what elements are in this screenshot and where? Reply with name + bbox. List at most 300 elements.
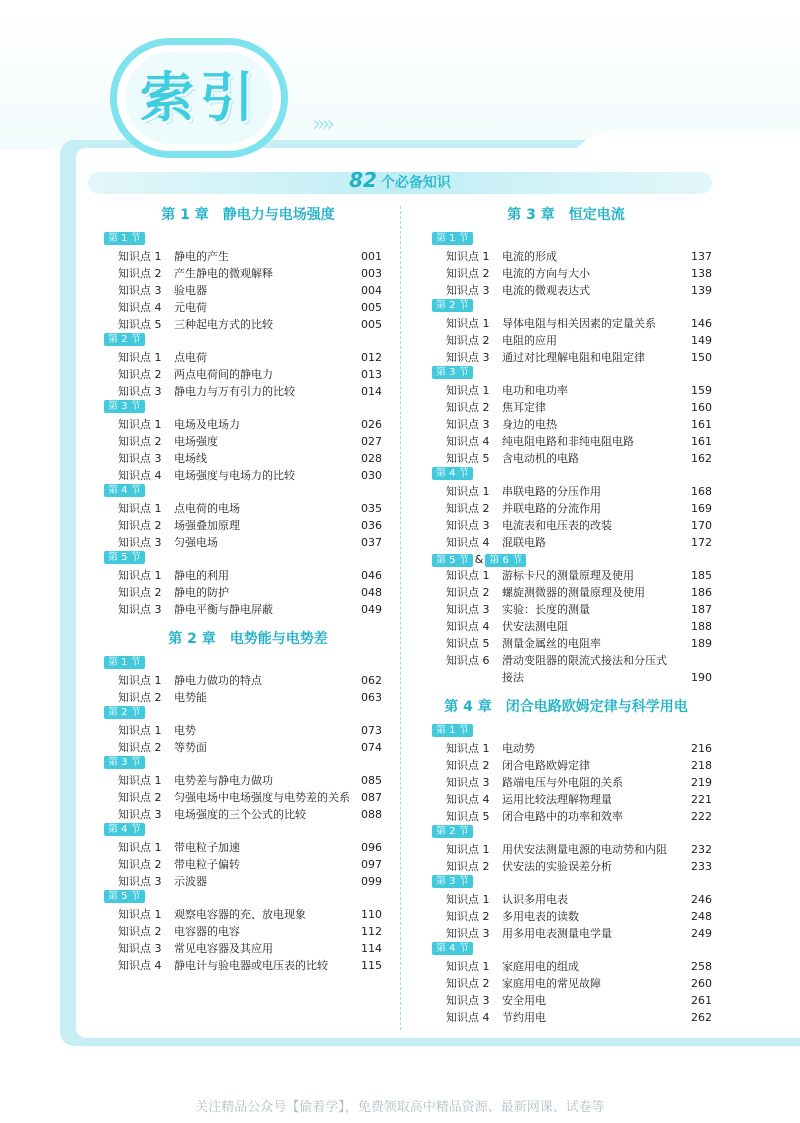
chapter-heading xyxy=(426,204,706,226)
point-label-text: 知识点 xyxy=(118,942,151,955)
point-label xyxy=(118,316,162,333)
entry-title: 电流的方向与大小 xyxy=(502,267,590,280)
index-entry[interactable] xyxy=(446,399,712,416)
index-entry[interactable] xyxy=(446,925,712,942)
point-label-text: 知识点 xyxy=(118,385,151,398)
entry-title: 滑动变阻器的限流式接法和分压式 xyxy=(502,654,667,667)
point-label-text: 知识点 xyxy=(118,774,151,787)
point-label xyxy=(118,906,162,923)
entry-title: 家庭用电的常见故障 xyxy=(502,977,601,990)
point-label-text: 知识点 xyxy=(446,654,479,667)
index-entry[interactable] xyxy=(446,808,712,825)
entry-title: 静电的利用 xyxy=(174,569,229,582)
point-number: 3 xyxy=(154,536,162,549)
point-number: 2 xyxy=(482,334,490,347)
index-entry[interactable] xyxy=(446,992,712,1009)
entry-title: 电流表和电压表的改装 xyxy=(502,519,612,532)
entry-title: 静电平衡与静电屏蔽 xyxy=(174,603,273,616)
index-entry[interactable] xyxy=(118,433,382,450)
index-entry[interactable] xyxy=(118,789,382,806)
index-entry[interactable] xyxy=(118,517,382,534)
point-label-text: 知识点 xyxy=(118,569,151,582)
point-number: 2 xyxy=(154,925,162,938)
index-entry[interactable] xyxy=(446,534,712,551)
entry-title: 认识多用电表 xyxy=(502,893,568,906)
page-number: 219 xyxy=(691,776,712,789)
page-number: 005 xyxy=(361,318,382,331)
index-entry[interactable] xyxy=(446,891,712,908)
index-entry[interactable] xyxy=(118,467,382,484)
entry-title: 电场强度 xyxy=(174,435,218,448)
point-number: 2 xyxy=(482,586,490,599)
index-entry[interactable] xyxy=(118,839,382,856)
point-label-text: 知识点 xyxy=(118,875,151,888)
entry-title: 静电力做功的特点 xyxy=(174,674,262,687)
entry-title: 螺旋测微器的测量原理及使用 xyxy=(502,586,645,599)
index-entry[interactable] xyxy=(118,316,382,333)
chapter-title: 恒定电流 xyxy=(568,207,625,223)
point-label-text: 知识点 xyxy=(118,808,151,821)
point-number: 1 xyxy=(482,317,490,330)
summary-banner-text xyxy=(88,168,712,192)
entry-title: 电功和电功率 xyxy=(502,384,568,397)
page-number: 074 xyxy=(361,741,382,754)
section-tag: 第 5 节 xyxy=(432,554,473,567)
page-number: 013 xyxy=(361,368,382,381)
point-label-text: 知识点 xyxy=(446,603,479,616)
point-number: 5 xyxy=(154,318,162,331)
entry-title: 多用电表的读数 xyxy=(502,910,579,923)
index-entry[interactable] xyxy=(118,873,382,890)
chapter-number: 第 3 章 xyxy=(507,207,555,223)
entry-title: 身边的电热 xyxy=(502,418,557,431)
point-label-text: 知识点 xyxy=(446,418,479,431)
point-number: 1 xyxy=(154,250,162,263)
point-label-text: 知识点 xyxy=(118,267,151,280)
point-label xyxy=(446,791,490,808)
page-number: 186 xyxy=(691,586,712,599)
index-entry[interactable] xyxy=(446,908,712,925)
point-label xyxy=(118,856,162,873)
index-entry[interactable] xyxy=(446,450,712,467)
point-number: 4 xyxy=(154,469,162,482)
point-label-text: 知识点 xyxy=(446,284,479,297)
index-entry[interactable] xyxy=(118,957,382,974)
index-entry[interactable] xyxy=(446,282,712,299)
entry-title: 带电粒子加速 xyxy=(174,841,240,854)
entry-title: 等势面 xyxy=(174,741,207,754)
point-label xyxy=(446,500,490,517)
point-label xyxy=(118,789,162,806)
point-label xyxy=(118,467,162,484)
entry-title: 伏安法的实验误差分析 xyxy=(502,860,612,873)
point-number: 4 xyxy=(482,435,490,448)
page-number: 189 xyxy=(691,637,712,650)
point-number: 3 xyxy=(154,603,162,616)
chapter-title: 静电力与电场强度 xyxy=(222,207,335,223)
index-entry[interactable] xyxy=(446,774,712,791)
point-label-text: 知识点 xyxy=(446,810,479,823)
entry-title: 闭合电路中的功率和效率 xyxy=(502,810,623,823)
chapter-heading xyxy=(108,204,388,226)
section-tag: 第 3 节 xyxy=(104,756,145,769)
index-entry[interactable] xyxy=(118,584,382,601)
entry-title: 游标卡尺的测量原理及使用 xyxy=(502,569,634,582)
point-label xyxy=(118,722,162,739)
point-label xyxy=(118,601,162,618)
index-entry[interactable] xyxy=(446,349,712,366)
page-number: 027 xyxy=(361,435,382,448)
point-number: 1 xyxy=(482,742,490,755)
point-number: 3 xyxy=(154,385,162,398)
entry-title: 验电器 xyxy=(174,284,207,297)
index-entry[interactable] xyxy=(118,248,382,265)
point-number: 6 xyxy=(482,654,490,667)
entry-title: 场强叠加原理 xyxy=(174,519,240,532)
point-number: 1 xyxy=(154,418,162,431)
point-label xyxy=(446,925,490,942)
entry-title: 测量金属丝的电阻率 xyxy=(502,637,601,650)
point-number: 1 xyxy=(482,250,490,263)
page-number: 014 xyxy=(361,385,382,398)
page-number: 046 xyxy=(361,569,382,582)
page-number: 221 xyxy=(691,793,712,806)
entry-title: 电势 xyxy=(174,724,196,737)
index-entry[interactable] xyxy=(446,248,712,265)
point-number: 4 xyxy=(154,959,162,972)
point-label xyxy=(446,433,490,450)
point-number: 1 xyxy=(154,674,162,687)
point-number: 1 xyxy=(154,774,162,787)
page-number: 190 xyxy=(691,671,712,684)
point-label xyxy=(446,618,490,635)
chapter-number: 第 2 章 xyxy=(168,631,216,647)
point-label-text: 知识点 xyxy=(118,301,151,314)
chapter-number: 第 4 章 xyxy=(444,699,492,715)
point-number: 3 xyxy=(482,994,490,1007)
index-entry-continuation[interactable] xyxy=(446,669,712,686)
index-entry[interactable] xyxy=(118,601,382,618)
index-entry[interactable] xyxy=(118,672,382,689)
point-label xyxy=(446,808,490,825)
page-number: 188 xyxy=(691,620,712,633)
point-label xyxy=(446,858,490,875)
index-entry[interactable] xyxy=(118,500,382,517)
index-entry[interactable] xyxy=(446,841,712,858)
page-number: 087 xyxy=(361,791,382,804)
page-number: 232 xyxy=(691,843,712,856)
point-number: 2 xyxy=(154,267,162,280)
page-number: 168 xyxy=(691,485,712,498)
point-number: 5 xyxy=(482,637,490,650)
point-label xyxy=(118,366,162,383)
section-ampersand: & xyxy=(474,553,484,566)
section-tag: 第 2 节 xyxy=(432,825,473,838)
point-label xyxy=(118,450,162,467)
point-label-text: 知识点 xyxy=(446,351,479,364)
point-label xyxy=(118,282,162,299)
entry-title: 并联电路的分流作用 xyxy=(502,502,601,515)
index-entry[interactable] xyxy=(446,975,712,992)
page-number: 001 xyxy=(361,250,382,263)
point-label-text: 知识点 xyxy=(446,620,479,633)
point-label-text: 知识点 xyxy=(118,741,151,754)
point-number: 1 xyxy=(482,485,490,498)
point-label-text: 知识点 xyxy=(446,759,479,772)
point-label-text: 知识点 xyxy=(446,910,479,923)
point-label-text: 知识点 xyxy=(118,858,151,871)
point-label-text: 知识点 xyxy=(446,452,479,465)
index-entry[interactable] xyxy=(446,433,712,450)
point-number: 5 xyxy=(482,452,490,465)
entry-title: 元电荷 xyxy=(174,301,207,314)
chapter-title: 闭合电路欧姆定律与科学用电 xyxy=(505,699,688,715)
point-number: 3 xyxy=(154,452,162,465)
point-number: 2 xyxy=(482,860,490,873)
entry-title: 示波器 xyxy=(174,875,207,888)
index-entry[interactable] xyxy=(446,618,712,635)
section-tag: 第 1 节 xyxy=(104,232,145,245)
index-entry[interactable] xyxy=(446,265,712,282)
point-label-text: 知识点 xyxy=(118,908,151,921)
point-label xyxy=(118,584,162,601)
page-number: 115 xyxy=(361,959,382,972)
point-number: 3 xyxy=(482,603,490,616)
entry-title: 路端电压与外电阻的关系 xyxy=(502,776,623,789)
point-label-text: 知识点 xyxy=(118,418,151,431)
entry-title: 静电的防护 xyxy=(174,586,229,599)
entry-title: 电流的微观表达式 xyxy=(502,284,590,297)
point-number: 1 xyxy=(154,724,162,737)
index-entry[interactable] xyxy=(446,791,712,808)
index-entry[interactable] xyxy=(446,740,712,757)
index-entry[interactable] xyxy=(446,757,712,774)
index-entry[interactable] xyxy=(118,923,382,940)
point-label xyxy=(446,517,490,534)
entry-title: 混联电路 xyxy=(502,536,546,549)
entry-title: 电场强度与电场力的比较 xyxy=(174,469,295,482)
point-label xyxy=(446,584,490,601)
index-entry[interactable] xyxy=(446,635,712,652)
point-label xyxy=(118,349,162,366)
section-tag: 第 4 节 xyxy=(432,467,473,480)
point-label-text: 知识点 xyxy=(446,793,479,806)
index-entry[interactable] xyxy=(118,856,382,873)
index-entry[interactable] xyxy=(446,483,712,500)
point-label-text: 知识点 xyxy=(446,960,479,973)
section-tag: 第 1 节 xyxy=(104,656,145,669)
point-label xyxy=(446,1009,490,1026)
entry-title: 电容器的电容 xyxy=(174,925,240,938)
index-entry[interactable] xyxy=(118,940,382,957)
point-number: 3 xyxy=(482,418,490,431)
index-entry[interactable] xyxy=(446,500,712,517)
point-label xyxy=(446,282,490,299)
page-number: 049 xyxy=(361,603,382,616)
point-label xyxy=(446,841,490,858)
entry-title: 电动势 xyxy=(502,742,535,755)
index-entry[interactable] xyxy=(118,282,382,299)
point-label-text: 知识点 xyxy=(446,536,479,549)
index-entry[interactable] xyxy=(118,349,382,366)
point-label xyxy=(118,940,162,957)
index-entry[interactable] xyxy=(118,534,382,551)
point-label-text: 知识点 xyxy=(118,502,151,515)
point-number: 3 xyxy=(482,776,490,789)
page-number: 146 xyxy=(691,317,712,330)
index-entry[interactable] xyxy=(118,299,382,316)
index-entry[interactable] xyxy=(118,739,382,756)
entry-title: 匀强电场中电场强度与电势差的关系 xyxy=(174,791,350,804)
point-label xyxy=(446,450,490,467)
index-entry[interactable] xyxy=(446,958,712,975)
index-entry[interactable] xyxy=(446,382,712,399)
point-number: 5 xyxy=(482,810,490,823)
point-label xyxy=(118,248,162,265)
section-tag: 第 3 节 xyxy=(104,400,145,413)
index-entry[interactable] xyxy=(446,1009,712,1026)
point-label xyxy=(118,689,162,706)
entry-title: 导体电阻与相关因素的定量关系 xyxy=(502,317,656,330)
index-entry[interactable] xyxy=(118,689,382,706)
page-number: 172 xyxy=(691,536,712,549)
entry-title: 带电粒子偏转 xyxy=(174,858,240,871)
point-number: 4 xyxy=(482,536,490,549)
index-entry[interactable] xyxy=(446,315,712,332)
point-label xyxy=(118,806,162,823)
page-number: 097 xyxy=(361,858,382,871)
point-label-text: 知识点 xyxy=(118,284,151,297)
point-label xyxy=(446,332,490,349)
index-entry[interactable] xyxy=(118,906,382,923)
entry-title: 家庭用电的组成 xyxy=(502,960,579,973)
page-number: 160 xyxy=(691,401,712,414)
point-label-text: 知识点 xyxy=(446,485,479,498)
entry-title: 焦耳定律 xyxy=(502,401,546,414)
point-label-text: 知识点 xyxy=(118,368,151,381)
point-label xyxy=(446,958,490,975)
page-number: 170 xyxy=(691,519,712,532)
point-label-text: 知识点 xyxy=(118,959,151,972)
entry-title: 节约用电 xyxy=(502,1011,546,1024)
index-entry[interactable] xyxy=(118,722,382,739)
point-label xyxy=(118,839,162,856)
section-tag: 第 2 节 xyxy=(432,299,473,312)
index-entry[interactable] xyxy=(118,383,382,400)
point-number: 2 xyxy=(154,741,162,754)
page-number: 037 xyxy=(361,536,382,549)
page-number: 137 xyxy=(691,250,712,263)
page-number: 261 xyxy=(691,994,712,1007)
page-number: 187 xyxy=(691,603,712,616)
point-label-text: 知识点 xyxy=(118,925,151,938)
point-label xyxy=(446,774,490,791)
point-label-text: 知识点 xyxy=(118,603,151,616)
index-entry[interactable] xyxy=(118,366,382,383)
entry-title: 电场强度的三个公式的比较 xyxy=(174,808,306,821)
index-entry[interactable] xyxy=(118,772,382,789)
page-number: 169 xyxy=(691,502,712,515)
index-entry[interactable] xyxy=(446,584,712,601)
page-number: 012 xyxy=(361,351,382,364)
point-number: 2 xyxy=(482,759,490,772)
index-entry[interactable] xyxy=(446,601,712,618)
entry-title: 闭合电路欧姆定律 xyxy=(502,759,590,772)
point-label xyxy=(446,652,490,669)
index-entry[interactable] xyxy=(118,567,382,584)
point-number: 2 xyxy=(482,977,490,990)
index-entry[interactable] xyxy=(446,416,712,433)
knowledge-count: 82 xyxy=(349,168,377,192)
point-label-text: 知识点 xyxy=(446,637,479,650)
page-number: 246 xyxy=(691,893,712,906)
point-label xyxy=(446,992,490,1009)
point-label-text: 知识点 xyxy=(446,742,479,755)
page-title: 索引 xyxy=(140,66,260,129)
point-label xyxy=(446,975,490,992)
page-number: 063 xyxy=(361,691,382,704)
point-number: 1 xyxy=(154,569,162,582)
entry-title: 点电荷的电场 xyxy=(174,502,240,515)
page-number: 139 xyxy=(691,284,712,297)
column-divider xyxy=(400,206,401,1030)
index-entry[interactable] xyxy=(446,517,712,534)
page-number: 260 xyxy=(691,977,712,990)
page-number: 062 xyxy=(361,674,382,687)
index-entry[interactable] xyxy=(118,416,382,433)
index-entry[interactable] xyxy=(118,450,382,467)
section-tag: 第 1 节 xyxy=(432,724,473,737)
index-entry[interactable] xyxy=(446,567,712,584)
point-label-text: 知识点 xyxy=(446,893,479,906)
point-label-text: 知识点 xyxy=(118,452,151,465)
section-tag: 第 5 节 xyxy=(104,890,145,903)
page-number: 216 xyxy=(691,742,712,755)
point-number: 1 xyxy=(482,893,490,906)
index-entry[interactable] xyxy=(118,806,382,823)
page-number: 036 xyxy=(361,519,382,532)
point-label xyxy=(118,265,162,282)
section-tag: 第 3 节 xyxy=(432,875,473,888)
point-label xyxy=(118,383,162,400)
entry-title: 电势能 xyxy=(174,691,207,704)
index-entry[interactable] xyxy=(446,652,712,669)
index-entry[interactable] xyxy=(118,265,382,282)
point-number: 2 xyxy=(482,502,490,515)
point-number: 2 xyxy=(154,368,162,381)
entry-title: 两点电荷间的静电力 xyxy=(174,368,273,381)
page-number: 004 xyxy=(361,284,382,297)
point-number: 2 xyxy=(154,858,162,871)
point-number: 4 xyxy=(154,301,162,314)
point-label xyxy=(446,399,490,416)
entry-title: 点电荷 xyxy=(174,351,207,364)
point-label-text: 知识点 xyxy=(118,435,151,448)
index-entry[interactable] xyxy=(446,858,712,875)
index-entry[interactable] xyxy=(446,332,712,349)
point-number: 3 xyxy=(482,284,490,297)
page-number: 110 xyxy=(361,908,382,921)
page-number: 262 xyxy=(691,1011,712,1024)
point-label xyxy=(446,567,490,584)
section-tag: 第 2 节 xyxy=(104,706,145,719)
point-label xyxy=(446,265,490,282)
chapter-heading xyxy=(108,628,388,650)
page-number: 035 xyxy=(361,502,382,515)
entry-title: 电场及电场力 xyxy=(174,418,240,431)
point-label-text: 知识点 xyxy=(446,317,479,330)
point-number: 1 xyxy=(482,960,490,973)
